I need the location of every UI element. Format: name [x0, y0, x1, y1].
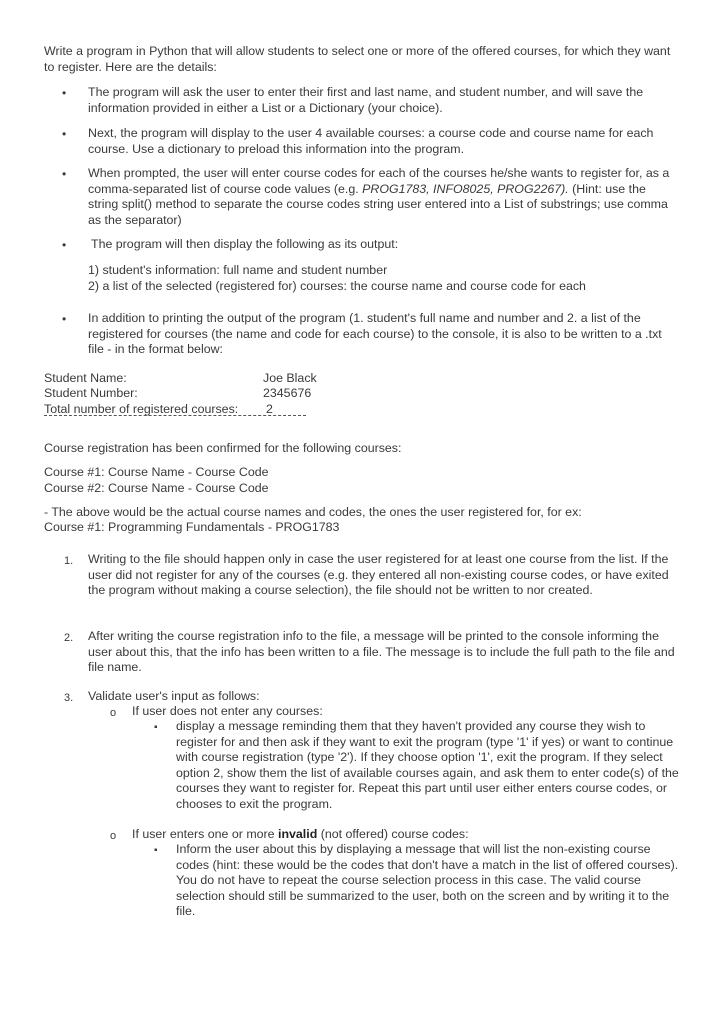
bullet-icon: • — [62, 238, 67, 252]
note-line-1: - The above would be the actual course names and codes, the ones the user registered for, for ex: — [44, 505, 582, 519]
list-number: 3. — [64, 692, 74, 704]
invalid-bold: invalid — [278, 827, 318, 841]
intro-paragraph: Write a program in Python that will allow students to select one or more of the offered courses, for which they want to register. Here are the details: — [44, 44, 671, 74]
validation-invalid-codes — [132, 827, 680, 843]
sample-course-2: Course #2: Course Name - Course Code — [44, 481, 269, 495]
sample-name-value: Joe Black — [263, 371, 317, 385]
circle-bullet-icon: o — [110, 707, 117, 719]
sample-number-label: Student Number: — [44, 386, 138, 400]
bullet-item-5: In addition to printing the output of the program (1. student's full name and number and 2. a list of the registered for courses (the name and code for each course) to the console, it is also to be written to a .txt file - in the format below: — [88, 311, 662, 357]
bullet-icon: • — [62, 312, 67, 326]
sample-course-1: Course #1: Course Name - Course Code — [44, 465, 269, 479]
bullet-icon: • — [62, 86, 67, 100]
bullet3-text: When prompted, the user will enter course codes for each of the courses he/she wants to register for, as a comma-separated list of course code values (e.g. — [88, 166, 670, 196]
bullet-item-3 — [88, 166, 678, 228]
bullet-item-1: The program will ask the user to enter their first and last name, and student number, and will save the information provided in either a List or a Dictionary (your choice). — [88, 85, 644, 115]
list-number: 2. — [64, 632, 74, 644]
bullet-icon: • — [62, 127, 67, 141]
bullet3-example-codes: PROG1783, INFO8025, PROG2267). — [362, 181, 569, 196]
sample-name-label: Student Name: — [44, 371, 127, 385]
bullet-item-2: Next, the program will display to the user 4 available courses: a course code and course name for each course. Use a dictionary to preload this information into the program. — [88, 126, 654, 156]
bullet-item-4: The program will then display the following as its output: — [91, 237, 399, 251]
square-bullet-icon: ▪ — [154, 845, 158, 856]
invalid-pre: If user enters one or more — [132, 827, 279, 841]
invalid-post: (not offered) course codes: — [317, 827, 469, 841]
bullet3-hint: (Hint: use the string split() method to separate the course codes string user entered into a List of substrings; use comma as the separator) — [88, 181, 668, 227]
numbered-item-2: After writing the course registration info to the file, a message will be printed to the console informing the user about this, that the info has been written to a file. The message is to include the full path to the file and file name. — [88, 629, 675, 675]
bullet-icon: • — [62, 167, 67, 181]
validation-no-courses: If user does not enter any courses: — [132, 704, 323, 718]
sample-total-value: 2 — [266, 402, 273, 416]
note-line-2: Course #1: Programming Fundamentals - PROG1783 — [44, 520, 340, 534]
validation-no-courses-detail: display a message reminding them that they haven't provided any course they wish to register for and then ask if they want to exit the program (type '1' if yes) or want to continue with course registration (type '2'). If they choose option '1', exit the program. If they select option 2, show them the list of available courses again, and ask them to enter code(s) of the courses they want to register for. Repeat this part until user either enters course codes, or chooses to exit the program. — [176, 719, 679, 811]
sample-number-value: 2345676 — [263, 386, 312, 400]
numbered-item-1: Writing to the file should happen only in case the user registered for at least one course from the list. If the user did not register for any of the courses (e.g. they entered all non-existing course codes, or have exited the program without making a course selection), the file should not be written to nor created. — [88, 552, 669, 598]
output-item-1: 1) student's information: full name and student number — [88, 263, 388, 277]
square-bullet-icon: ▪ — [154, 722, 158, 733]
list-number: 1. — [64, 555, 74, 567]
validation-invalid-detail: Inform the user about this by displaying a message that will list the non-existing course codes (hint: these would be the codes that don't have a match in the list of offered courses). You do not have to repeat the course selection process in this case. The valid course selection should still be summarized to the user, both on the screen and by writing it to the file. — [176, 842, 679, 919]
output-item-2: 2) a list of the selected (registered for) courses: the course name and course code for each — [88, 279, 586, 293]
sample-total-label: Total number of registered courses: — [44, 402, 239, 416]
separator-line — [44, 415, 306, 416]
numbered-item-3: Validate user's input as follows: — [88, 689, 260, 703]
circle-bullet-icon: o — [110, 830, 117, 842]
sample-confirm-text: Course registration has been confirmed for the following courses: — [44, 441, 402, 455]
